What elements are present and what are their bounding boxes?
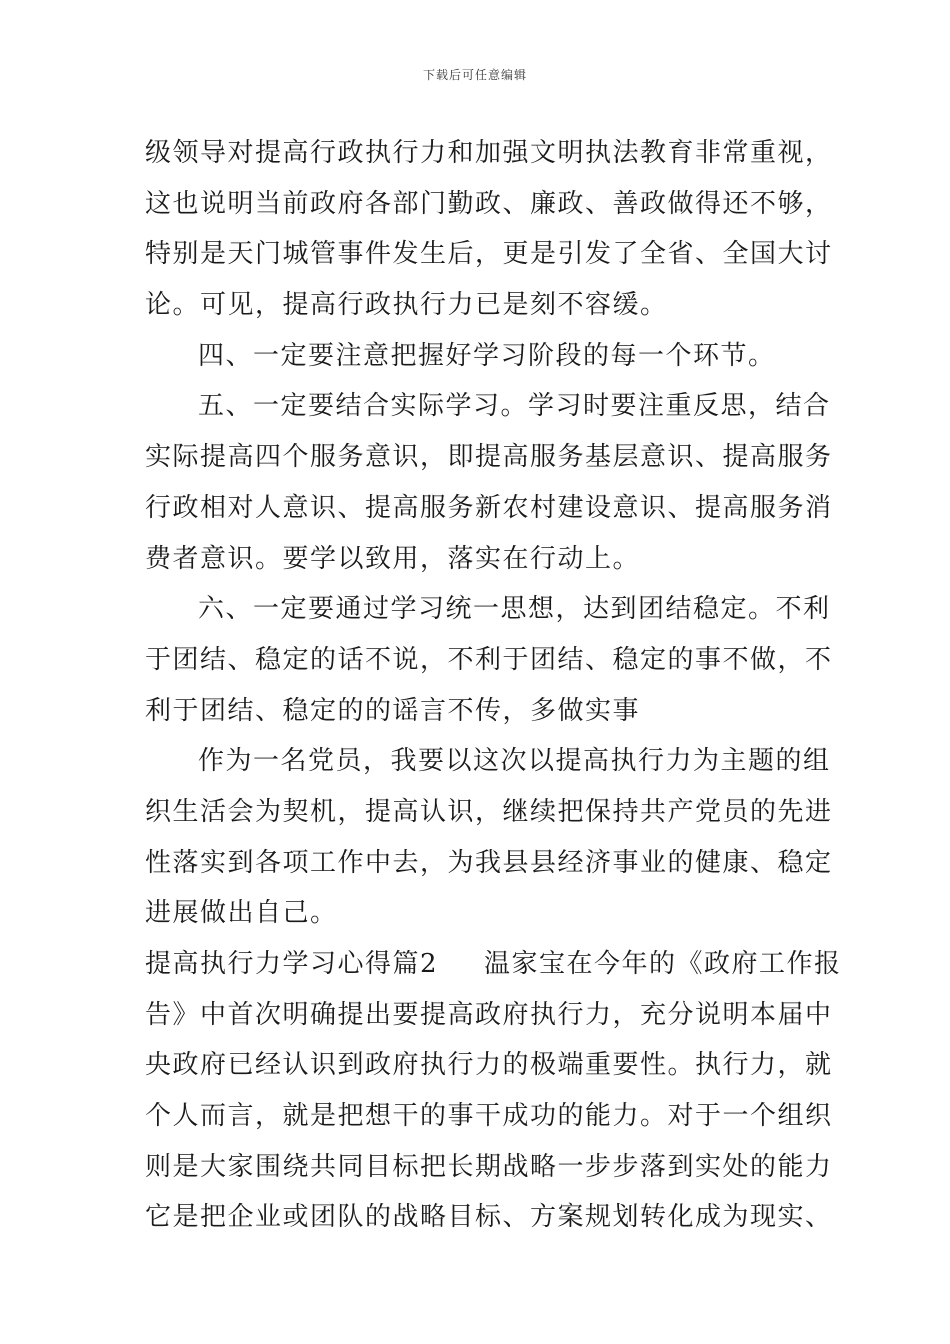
text-line: 个人而言，就是把想干的事干成功的能力。对于一个组织 xyxy=(145,1101,833,1132)
text-line-paragraph-start: 四、一定要注意把握好学习阶段的每一个环节。 xyxy=(198,340,776,371)
text-line: 织生活会为契机，提高认识，继续把保持共产党员的先进 xyxy=(145,796,833,827)
text-line: 实际提高四个服务意识，即提高服务基层意识、提高服务 xyxy=(145,442,833,473)
text-line: 这也说明当前政府各部门勤政、廉政、善政做得还不够， xyxy=(145,188,833,219)
section-title-text: 温家宝在今年的《政府工作报 xyxy=(484,949,842,979)
text-line: 特别是天门城管事件发生后，更是引发了全省、全国大讨 xyxy=(145,239,833,270)
text-line: 告》中首次明确提出要提高政府执行力，充分说明本届中 xyxy=(145,999,833,1030)
text-line: 行政相对人意识、提高服务新农村建设意识、提高服务消 xyxy=(145,492,833,523)
page-header-note: 下载后可任意编辑 xyxy=(422,68,527,82)
document-body xyxy=(145,128,842,1243)
text-line: 于团结、稳定的话不说，不利于团结、稳定的事不做，不 xyxy=(145,644,833,675)
text-line-paragraph-start: 作为一名党员，我要以这次以提高执行力为主题的组 xyxy=(198,746,831,777)
text-line: 它是把企业或团队的战略目标、方案规划转化成为现实、 xyxy=(145,1202,833,1233)
text-line: 利于团结、稳定的的谣言不传，多做实事 xyxy=(145,695,641,726)
text-line: 则是大家围绕共同目标把长期战略一步步落到实处的能力 xyxy=(145,1151,833,1182)
section-title: 提高执行力学习心得篇2 xyxy=(145,949,439,979)
text-line: 进展做出自己。 xyxy=(145,898,338,929)
text-line: 费者意识。要学以致用，落实在行动上。 xyxy=(145,543,641,574)
section-title-line xyxy=(145,939,842,990)
text-line: 论。可见，提高行政执行力已是刻不容缓。 xyxy=(145,290,668,321)
text-line: 性落实到各项工作中去，为我县县经济事业的健康、稳定 xyxy=(145,847,833,878)
text-line: 级领导对提高行政执行力和加强文明执法教育非常重视， xyxy=(145,138,833,168)
text-line-paragraph-start: 六、一定要通过学习统一思想，达到团结稳定。不利 xyxy=(198,594,831,625)
text-line-paragraph-start: 五、一定要结合实际学习。学习时要注重反思，结合 xyxy=(198,391,831,422)
text-line: 央政府已经认识到政府执行力的极端重要性。执行力，就 xyxy=(145,1050,833,1081)
